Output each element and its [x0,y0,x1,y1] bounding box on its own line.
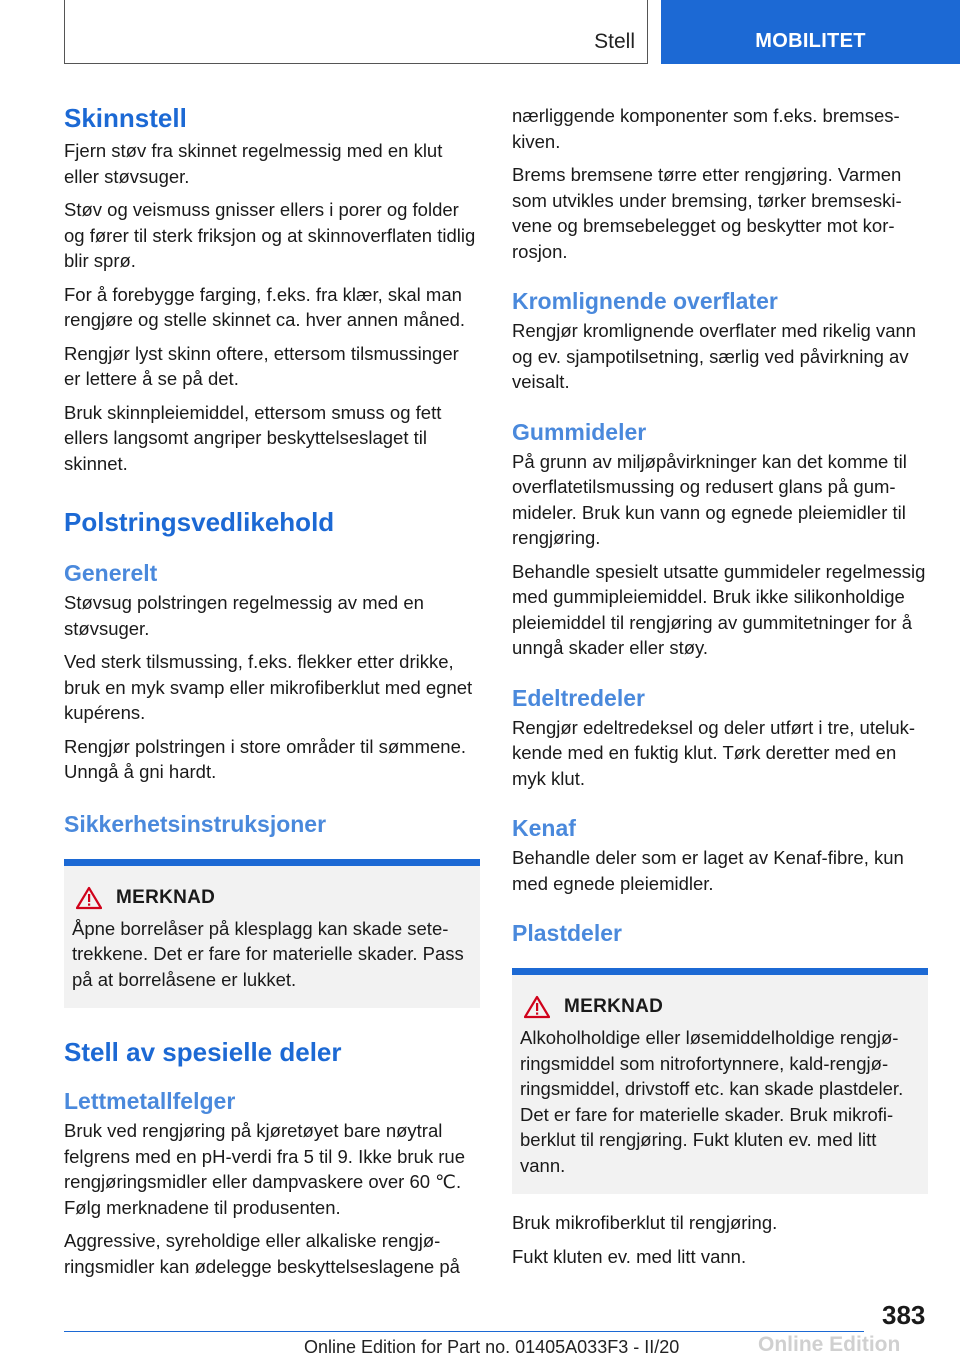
page-number: 383 [882,1300,926,1330]
heading-generelt: Generelt [64,560,158,586]
note-title: MERKNAD [116,886,216,908]
header-chapter-tab: MOBILITET [661,0,960,64]
paragraph: Støv og veismuss gnisser ellers i porer og folder og fører til sterk friksjon og at skinnoverflaten tidlig blir sprø. [64,199,476,271]
note-title: MERKNAD [564,996,664,1017]
heading-skinnstell: Skinnstell [64,103,187,133]
paragraph: nærliggende komponenter som f.eks. bremseskiven. [512,105,900,152]
paragraph: Brems bremsene tørre etter rengjøring. Varmen som utvikles under bremsing, tørker bremseskivene og bremsebelegget og beskytter mot korrosjon. [512,164,902,262]
heading-stell-spesielle: Stell av spesielle deler [64,1037,342,1067]
right-column [512,103,928,1277]
paragraph: Behandle deler som er laget av Kenaf-fibre, kun med egnede pleiemidler. [512,847,904,894]
paragraph: Fjern støv fra skinnet regelmessig med en klut eller støvsuger. [64,140,443,187]
footer-site-watermark: Online Edition [758,1333,901,1356]
paragraph: På grunn av miljøpåvirkninger kan det komme til overflatetilsmussing og redusert glans på gummideler. Bruk kun vann og egnede pleiemidler til rengjøring. [512,450,907,548]
paragraph: Rengjør lyst skinn oftere, ettersom tilsmussinger er lettere å se på det. [64,342,459,389]
paragraph: For å forebygge farging, f.eks. fra klær, skal man rengjøre og stelle skinnet ca. hver annen måned. [64,283,466,330]
paragraph: Rengjør kromlignende overflater med rikelig vann og ev. sjampotilsetning, særlig ved påvirkning av veisalt. [512,320,917,392]
warning-triangle-icon [524,995,550,1019]
header-box [64,0,648,64]
footer-edition: Online Edition for Part no. 01405A033F3 - II/20 [304,1337,680,1357]
heading-edeltre: Edeltredeler [512,684,645,711]
paragraph: Rengjør polstringen i store områder til sømmene. Unngå å gni hardt. [64,735,467,782]
left-column [64,100,480,1287]
paragraph: Behandle spesielt utsatte gummideler regelmessig med gummipleiemiddel. Bruk ikke silikonholdige pleiemiddel til rengjøring av gummitetninger for å unngå skader eller støy. [512,560,926,658]
note-box [64,859,480,1009]
note-text: Alkoholholdige eller løsemiddelholdige rengjøringsmiddel som nitrofortynnere, kald-rengjøringsmiddel, drivstoff etc. kan skade plastdeler. Det er fare for materielle skader. Bruk mikrofiberklut til rengjøring. Fukt kluten ev. med litt vann. [520,1027,904,1176]
heading-sikkerhet: Sikkerhetsinstruksjoner [64,810,327,837]
paragraph: Fukt kluten ev. med litt vann. [512,1245,747,1267]
paragraph: Støvsug polstringen regelmessig av med en støvsuger. [64,592,424,639]
note-text: Åpne borrelåser på klesplagg kan skade setetrekkene. Det er fare for materielle skader. Pass på at borrelåsene er lukket. [72,917,464,990]
header-section: Stell [594,30,635,53]
heading-plast: Plastdeler [512,920,622,946]
paragraph: Bruk mikrofiberklut til rengjøring. [512,1212,778,1233]
heading-gummi: Gummideler [512,418,647,445]
paragraph: Bruk skinnpleiemiddel, ettersom smuss og fett ellers langsomt angriper beskyttelseslaget til skinnet. [64,401,442,474]
paragraph: Aggressive, syreholdige eller alkaliske rengjøringsmidler kan ødelegge beskyttelseslagene på [64,1230,460,1277]
note-box [512,968,928,1194]
heading-lettmetall: Lettmetallfelger [64,1088,236,1114]
paragraph: Bruk ved rengjøring på kjøretøyet bare nøytral felgrens med en pH-verdi fra 5 til 9. Ikke bruk rue rengjøringsmidler eller dampvaskere over 60 ℃. Følg merknadene til produsenten. [64,1120,466,1218]
heading-kenaf: Kenaf [512,815,576,841]
paragraph: Rengjør edeltredeksel og deler utført i tre, utelukkende med en fuktig klut. Tørk deretter med en myk klut. [512,716,916,789]
footer-divider [64,1331,864,1332]
heading-polstring: Polstringsvedlikehold [64,507,335,537]
warning-triangle-icon [76,886,102,910]
heading-krom: Kromlignende overflater [512,288,778,314]
paragraph: Ved sterk tilsmussing, f.eks. flekker etter drikke, bruk en myk svamp eller mikrofiberklut med egnet kupérens. [64,651,473,723]
